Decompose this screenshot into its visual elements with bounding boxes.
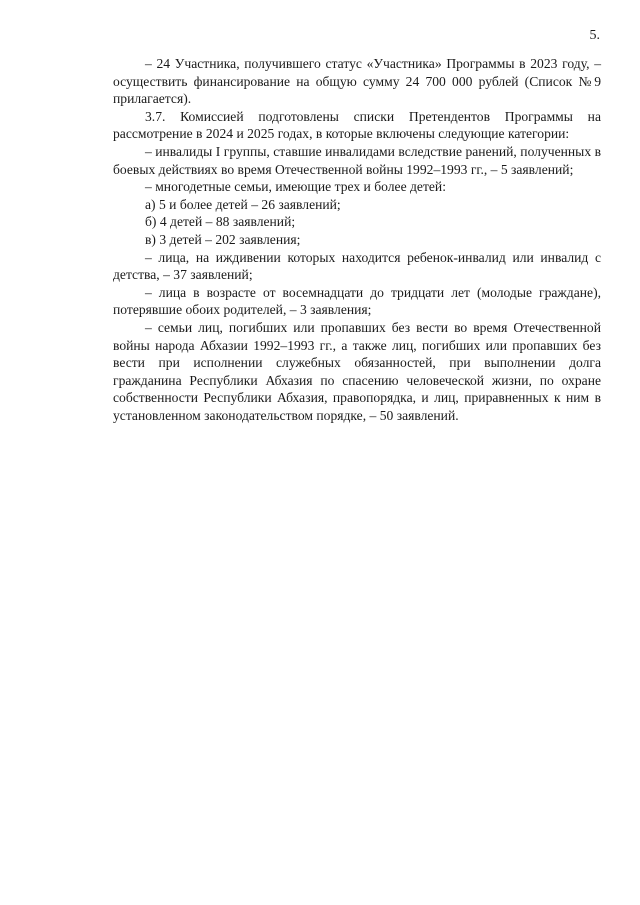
list-item-4-children: б) 4 детей – 88 заявлений;: [145, 214, 296, 230]
list-item-3-children: в) 3 детей – 202 заявления;: [145, 231, 301, 247]
paragraph-participants-financing: – 24 Участника, получившего статус «Участника» Программы в 2023 году, – осуществить финансирование на общую сумму 24 700 000 рублей (Список №9 прилагается).: [113, 56, 601, 107]
paragraph-young-orphans: – лица в возрасте от восемнадцати до тридцати лет (молодые граждане), потерявшие обоих родителей, – 3 заявления;: [113, 284, 601, 318]
page-number: 5.: [589, 28, 600, 43]
paragraph-disabled-child-dependents: – лица, на иждивении которых находится ребенок-инвалид или инвалид с детства, – 37 заявлений;: [113, 249, 601, 283]
document-body: [113, 55, 601, 424]
paragraph-section-3-7: 3.7. Комиссией подготовлены списки Претендентов Программы на рассмотрение в 2024 и 2025 годах, в которые включены следующие категории:: [113, 108, 601, 142]
paragraph-large-families: – многодетные семьи, имеющие трех и более детей:: [145, 179, 446, 195]
list-item-5-children: а) 5 и более детей – 26 заявлений;: [145, 196, 341, 212]
paragraph-families-of-fallen: – семьи лиц, погибших или пропавших без вести во время Отечественной войны народа Абхазии 1992–1993 гг., а также лиц, погибших или пропавших без вести при исполнении служебных обязанностей, при выполнении долга гражданина Республики Абхазия по спасению человеческой жизни, по охране собственности Республики Абхазия, правопорядка, и лиц, приравненных к ним в установленном законодательством порядке, – 50 заявлений.: [113, 319, 601, 423]
paragraph-disabled-group-1: – инвалиды I группы, ставшие инвалидами вследствие ранений, полученных в боевых действиях во время Отечественной войны 1992–1993 гг., – 5 заявлений;: [113, 143, 601, 177]
